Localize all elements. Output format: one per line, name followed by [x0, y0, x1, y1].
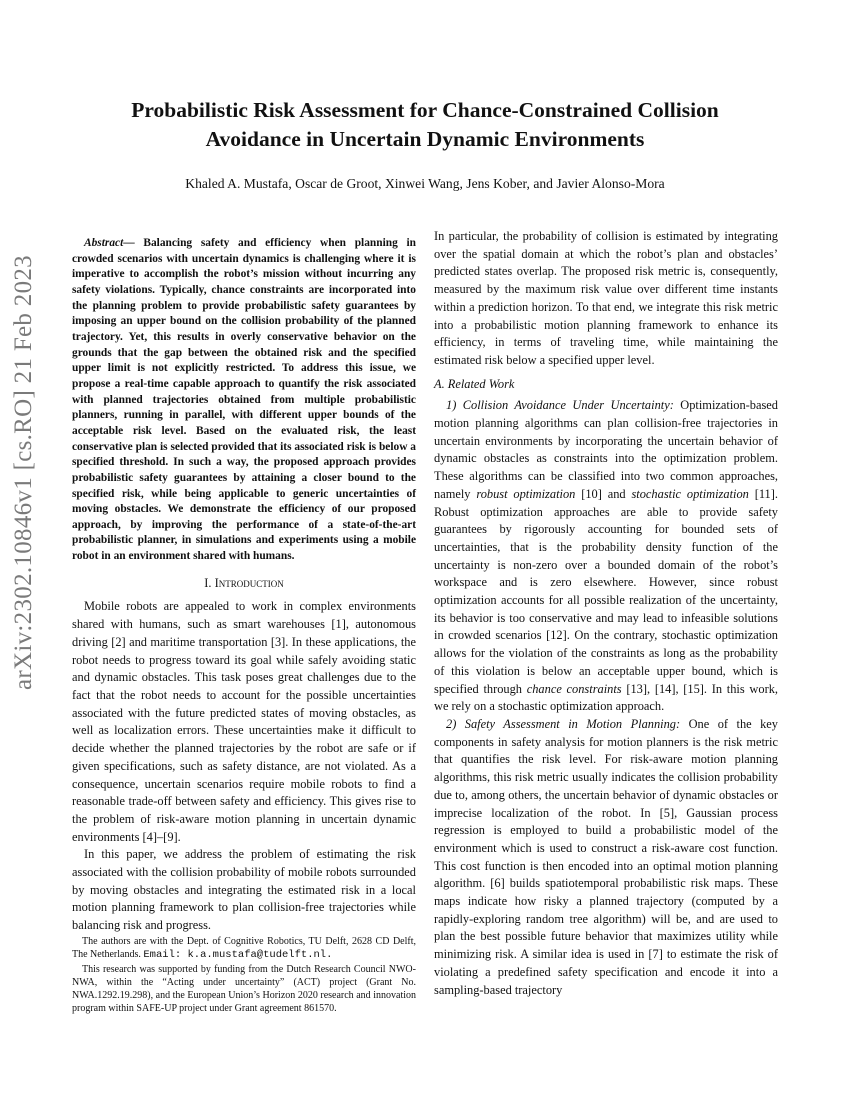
abstract-label: Abstract [84, 237, 124, 249]
emphasis: stochastic optimization [631, 486, 749, 501]
left-column [72, 228, 416, 935]
author-email: Email: k.a.mustafa@tudelft.nl. [143, 949, 333, 962]
subsection-heading-related-work: A. Related Work [434, 376, 515, 391]
abstract [72, 236, 416, 565]
abstract-text: — Balancing safety and efficiency when planning in crowded scenarios with uncertain dynamics is challenging where it is imperative to accomplish the robot’s mission without incurring any safety violations. Typically, chance constraints are incorporated into the planning problem to provide probabilistic safety guarantees by imposing an upper bound on the collision probability of the planned trajectory. Yet, this results in overly conservative behavior on the grounds that the gap between the obtained risk and the specified upper limit is not explicitly restricted. To address this issue, we propose a real-time capable approach to quantify the risk associated with planned trajectories obtained from multiple probabilistic planners, running in parallel, with different upper bounds of the acceptable risk level. Based on the evaluated risk, the least conservative plan is selected provided that its associated risk is below a specified threshold. In such a way, the proposed approach provides probabilistic safety guarantees by attaining a closer bound to the specified risk, while being applicable to generic uncertainties of moving obstacles. We demonstrate the efficiency of our proposed approach, by improving the performance of a state-of-the-art probabilistic planner, in simulations and experiments using a mobile robot in an environment shared with humans. [72, 237, 416, 563]
section-heading-introduction: I. Introduction [204, 575, 284, 590]
paragraph-title: 1) Collision Avoidance Under Uncertainty: [446, 398, 674, 413]
paragraph-title: 2) Safety Assessment in Motion Planning: [446, 716, 681, 731]
intro-paragraph-3: In particular, the probability of collision is estimated by integrating over the spatial domain at which the robot’s plan and obstacles’ predicted states overlap. The proposed risk metric is, consequently, measured by the maximum risk value over different time instants within a prediction horizon. To that end, we integrate this risk metric into a probabilistic motion planning framework to enhance its efficiency, in terms of traveling time, while maintaining the estimated risk below a specified upper level. [434, 229, 778, 367]
authors: Khaled A. Mustafa, Oscar de Groot, Xinwei Wang, Jens Kober, and Javier Alonso-Mora [185, 176, 665, 191]
paper-title [60, 96, 790, 154]
title-line-2: Avoidance in Uncertain Dynamic Environments [205, 127, 645, 151]
footnotes [72, 935, 416, 1016]
intro-paragraph-1: Mobile robots are appealed to work in complex environments shared with humans, such as smart warehouses [1], autonomous driving [2] and maritime transportation [3]. In these applications, the robot needs to progress toward its goal while safely avoiding static and dynamic obstacles. This task poses great challenges due to the fact that the robot needs to account for the possible uncertainties associated with the future predicted states of moving obstacles, as well as localization errors. These uncertainties make it difficult to decide whether the planned trajectories by the robot are safe or if given specifications, such as safety distance, are not violated. As a consequence, uncertain scenarios require mobile robots to find a reasonable trade-off between safety and efficiency. This gives rise to the problem of risk-aware motion planning in uncertain dynamic environments [4]–[9]. [72, 599, 416, 844]
text: [11]. Robust optimization approaches are able to provide safety guarantees by rigorously accounting for bounded sets of uncertainties, that is the probability density function of the uncertainty is non-zero over a bounded domain of the robot’s workspace and is zero elsewhere. However, since robust optimization accounts for all possible realization of the uncertainty, its behavior is too conservative and may lead to infeasible solutions in crowded scenarios [12]. On the contrary, stochastic optimization allows for the violation of the constraints as long as the probability of this violation is below an acceptable upper bound, which is specified through [434, 486, 778, 696]
text: [13], [14], [15]. In this work, we rely on a stochastic optimization approach. [434, 681, 778, 714]
emphasis: robust optimization [476, 486, 576, 501]
right-column [434, 228, 778, 999]
intro-paragraph-2: In this paper, we address the problem of estimating the risk associated with the collision probability of mobile robots surrounded by moving obstacles and integrating the estimated risk in a local motion planning framework to plan collision-free trajectories while balancing risk and progress. [72, 847, 416, 933]
text: [10] and [575, 486, 632, 501]
affiliation-text: The authors are with the Dept. of Cognitive Robotics, TU Delft, 2628 CD Delft, The Netherlands. [72, 936, 416, 961]
emphasis: chance constraints [526, 681, 622, 696]
footnote-funding: This research was supported by funding from the Dutch Research Council NWO-NWA, within the “Acting under uncertainty” (ACT) project (Grant No. NWA.1292.19.298), and the European Union’s Horizon 2020 research and innovation program within SAFE-UP project under Grant agreement 861570. [72, 963, 416, 1015]
arxiv-stamp: arXiv:2302.10846v1 [cs.RO] 21 Feb 2023 [10, 255, 37, 690]
text: Optimization-based motion planning algorithms can plan collision-free trajectories in uncertain environments by incorporating the uncertain behavior of dynamic obstacles as constraints into the optimization problem. These algorithms can be classified into two common approaches, namely [434, 398, 778, 501]
related-paragraph-1 [434, 397, 778, 716]
title-line-1: Probabilistic Risk Assessment for Chance-Constrained Collision [131, 98, 719, 122]
text: One of the key components in safety analysis for motion planners is the risk metric that quantifies the risk level. For risk-aware motion planning algorithms, this risk metric usually indicates the collision probability due to, among others, the uncertain behavior of dynamic obstacles or imprecise localization of the robot. In [5], Gaussian process regression is employed to build a probabilistic model of the environment which is used to construct a risk-aware cost function. This cost function is then encoded into an optimal motion planning algorithm. [6] builds spatiotemporal probabilistic risk maps. These maps indicate how risky a planned trajectory (computed by a rapidly-exploring random tree algorithm) will be, and are used to plan the best possible future behavior that maximizes utility while minimizing risk. A similar idea is used in [7] to estimate the risk of violating a predefined safety specification and encode it into a sampling-based trajectory [434, 716, 778, 997]
related-paragraph-2 [434, 716, 778, 999]
footnote-affiliation [72, 935, 416, 963]
